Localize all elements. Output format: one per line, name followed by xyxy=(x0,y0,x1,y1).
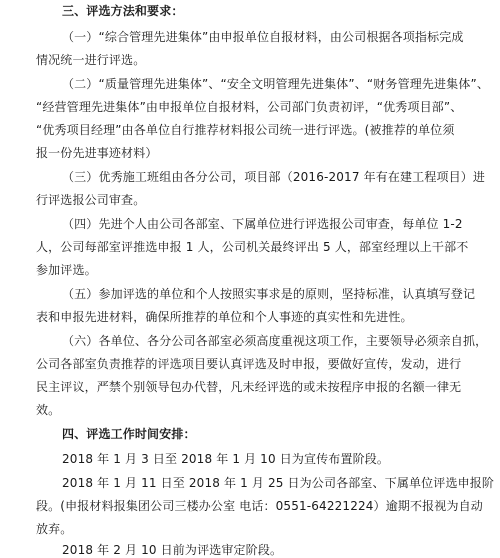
item-4-line-3: 参加评选。 xyxy=(36,263,97,277)
item-5-line-2: 表和申报先进材料，确保所推荐的单位和个人事迹的真实性和先进性。 xyxy=(36,310,413,324)
schedule-line-2b: 段。(申报材料报集团公司三楼办公室 电话：0551-64221224）逾期不报视为自动 xyxy=(36,499,483,513)
item-6-line-4: 效。 xyxy=(36,403,61,417)
item-6-line-2: 公司各部室负责推荐的评选项目要认真评选及时申报，要做好宣传，发动，进行 xyxy=(36,357,462,371)
item-1-line-1: （一）“综合管理先进集体”由申报单位自报材料，由公司根据各项指标完成 xyxy=(62,30,464,44)
item-3-line-1: （三）优秀施工班组由各分公司，项目部（2016-2017 年有在建工程项目）进 xyxy=(62,170,486,184)
item-1-line-2: 情况统一进行评选。 xyxy=(36,53,146,67)
item-4-line-2: 人，公司每部室评推选申报 1 人，公司机关最终评出 5 人，部室经理以上干部不 xyxy=(36,240,469,254)
schedule-line-1: 2018 年 1 月 3 日至 2018 年 1 月 10 日为宣传布置阶段。 xyxy=(62,452,390,466)
schedule-line-2a: 2018 年 1 月 11 日至 2018 年 1 月 25 日为公司各部室、下属单位评选申报阶 xyxy=(62,476,495,490)
section-heading-3: 三、评选方法和要求： xyxy=(62,4,184,18)
section-heading-4: 四、评选工作时间安排： xyxy=(62,427,196,441)
item-2-line-3: “优秀项目经理”由各单位自行推荐材料报公司统一进行评选。(被推荐的单位须 xyxy=(36,123,455,137)
schedule-line-3: 2018 年 2 月 10 日前为评选审定阶段。 xyxy=(62,543,283,557)
item-5-line-1: （五）参加评选的单位和个人按照实事求是的原则，坚持标准，认真填写登记 xyxy=(62,287,476,301)
item-6-line-3: 民主评议，严禁个别领导包办代替，凡未经评选的或未按程序申报的名额一律无 xyxy=(36,380,462,394)
item-4-line-1: （四）先进个人由公司各部室、下属单位进行评选报公司审查，每单位 1-2 xyxy=(62,217,463,231)
item-6-line-1: （六）各单位、各分公司各部室必须高度重视这项工作，主要领导必须亲自抓， xyxy=(62,334,488,348)
item-2-line-1: （二）“质量管理先进集体”、“安全文明管理先进集体”、“财务管理先进集体”、 xyxy=(62,77,490,91)
item-3-line-2: 行评选报公司审查。 xyxy=(36,193,146,207)
schedule-line-2c: 放弃。 xyxy=(36,522,73,536)
item-2-line-2: “经营管理先进集体”由申报单位自报材料，公司部门负责初评，“优秀项目部”、 xyxy=(36,100,463,114)
item-2-line-4: 报一份先进事迹材料） xyxy=(36,146,158,160)
